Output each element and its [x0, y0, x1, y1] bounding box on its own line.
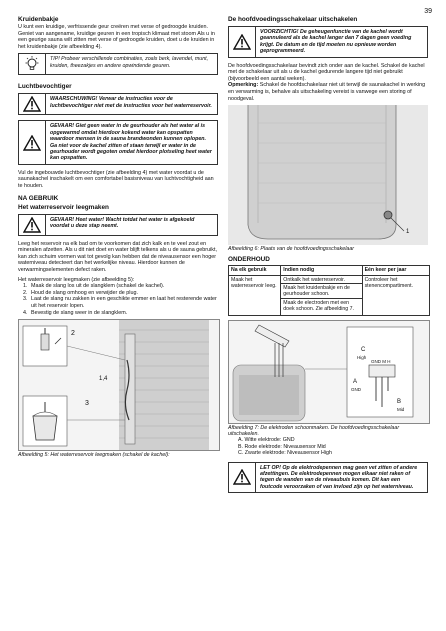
figure-label: High	[357, 354, 367, 360]
note-label: Opmerking:	[228, 82, 259, 89]
figure-label: C	[361, 346, 366, 353]
leegmaken-text-2: Het waterreservoir leegmaken (zie afbeelding 5):	[18, 276, 135, 283]
hoofdschakelaar-text: De hoofdvoedingsschakelaar bevindt zich onder aan de kachel. Schakel de kachel met de schakelaar uit als u de kachel gedurende langere tijd niet gebruikt (bijvoorbeeld een aantal weken).	[228, 62, 425, 82]
caution-callout	[228, 26, 428, 58]
electrode-legend	[228, 437, 428, 456]
step-item: 1. Maak de slang los uit de slangklem (schakel de kachel).	[29, 283, 218, 290]
step-item: 4. Bevestig de slang weer in de slangklem.	[29, 310, 218, 317]
heading-onderhoud: ONDERHOUD	[228, 255, 270, 263]
step-item: 3. Laat de slang nu zakken in een geschikte emmer en laat het resterende water uit het reservoir lopen.	[29, 296, 218, 309]
leegmaken-steps	[18, 283, 218, 316]
right-column	[228, 14, 428, 498]
legend-item: B. Rode elektrode: Niveausensor Mid	[238, 443, 326, 450]
figure-label: 1,4	[99, 376, 108, 383]
lightbulb-icon	[19, 54, 46, 74]
figure-label: A	[353, 378, 358, 385]
hot-water-callout	[18, 214, 218, 236]
left-column	[18, 14, 218, 462]
figure-6-main-switch	[228, 105, 428, 245]
step-item: 2. Houd de slang omhoog en verwijder de plug.	[29, 290, 218, 297]
table-header-row	[229, 265, 430, 275]
maintenance-table	[228, 265, 430, 316]
heading-luchtbevochtiger: Luchtbevochtiger	[18, 83, 72, 91]
figure-6-caption: Afbeelding 6: Plaats van de hoofdvoedingsschakelaar	[228, 246, 355, 253]
heading-na-gebruik: NA GEBRUIK	[18, 194, 59, 202]
figure-7-electrodes	[228, 320, 430, 424]
electrode-caution-text: LET OP! Op de elektrodepennen mag geen vet zitten of andere afzettingen. De elektrodepennen mogen elkaar niet raken of tegen de wanden van de niveaubuis komen. Dit kan een foutcode veroorzaken of van invloed zijn op het waterniveau.	[260, 464, 418, 490]
cell-text: Ontkalk het waterreservoir.	[283, 277, 345, 284]
warning-text: WAARSCHUWING! Verwar de instructies voor de luchtbevochtiger niet met de instructies voor het waterreservoir.	[50, 96, 212, 109]
danger-callout	[18, 120, 218, 164]
table-header: Na elk gebruik	[229, 265, 281, 275]
electrode-caution-callout	[228, 462, 428, 494]
table-cell: Controleer het stenencompartiment.	[362, 275, 429, 315]
figure-7-caption: Afbeelding 7: De elektroden schoonmaken. De hoofdvoedingsschakelaar uitschakelen.	[228, 424, 400, 437]
note-text: Schakel de hoofdschakelaar niet uit terwijl de saunakachel in werking en verwarming is, behalve als uitschakeling vereist is vanwege een storing of noodgeval.	[228, 82, 426, 102]
table-row	[229, 275, 430, 315]
figure-label: 3	[85, 400, 89, 408]
warning-triangle-icon	[19, 121, 46, 163]
figure-label: 2	[71, 330, 75, 338]
figure-label: Mid	[397, 406, 405, 412]
table-header: Indien nodig	[281, 265, 362, 275]
figure-5-drain-reservoir	[18, 319, 220, 451]
hot-water-text: GEVAAR! Heet water! Wacht totdat het water is afgekoeld voordat u deze stap neemt.	[50, 216, 195, 229]
drain-illustration	[19, 320, 219, 450]
tip-callout	[18, 53, 218, 75]
heading-hoofdschakelaar: De hoofdvoedingsschakelaar uitschakelen	[228, 16, 358, 23]
warning-triangle-icon	[229, 463, 256, 493]
figure-label: GND M H	[371, 358, 391, 364]
figure-label: GND	[351, 386, 361, 392]
cell-note: Maak de electroden met een doek schoon. Zie afbeelding 7.	[281, 298, 361, 313]
warning-triangle-icon	[19, 215, 46, 235]
legend-item: C. Zwarte elektrode: Niveausensor High	[238, 450, 332, 457]
leegmaken-text-1: Leeg het reservoir na elk bad om te voorkomen dat zich kalk en te veel zout en mineralen afzetten. Als u dit niet doet en water blijft telkens als u de sauna gebruikt, kan zich schuim vormen wat tot gevolg kan hebben dat de niveausensor een hoger waterniveau detecteert dan het werkelijke niveau. Hierdoor kunnen de verwarmingselementen defect raken.	[18, 240, 217, 273]
page-number: 39	[424, 8, 432, 15]
subheading-leegmaken: Het waterreservoir leegmaken	[18, 203, 109, 211]
figure-label: B	[397, 398, 402, 405]
luchtbevochtiger-text: Vul de ingebouwde luchtbevochtiger (zie afbeelding 4) met water voordat u de saunakachel inschakelt om een comfortabel basisniveau van luchtvochtigheid aan te houden.	[18, 169, 214, 189]
warning-callout	[18, 93, 218, 115]
legend-item: A. Witte elektrode: GND	[238, 437, 295, 444]
warning-triangle-icon	[229, 27, 256, 57]
table-header: Eén keer per jaar	[362, 265, 429, 275]
hoofdschakelaar-note	[228, 82, 428, 102]
figure-label: 1	[406, 229, 410, 236]
tip-text: TIP! Probeer verschillende combinaties, zoals berk, lavendel, munt, kruiden, theezakjes en andere opwindende geuren.	[50, 56, 209, 69]
heater-illustration	[228, 105, 428, 245]
caution-text: VOORZICHTIG! De geheugenfunctie van de kachel wordt geannuleerd als de kachel langer dan 7 dagen geen voeding krijgt. De datum en de tijd moeten nu opnieuw worden geprogrammeerd.	[260, 29, 412, 55]
heading-kruidenbakje: Kruidenbakje	[18, 16, 59, 23]
kruidenbakje-text: U kunt een kruidige, verfrissende geur creëren met verse of gedroogde kruiden. Geniet van aangename, kruidige geuren in een tropisch klimaat met stoom Als u in een geurige sauna wilt zitten met verse of gedroogde kruiden, doet u de kruiden in het kruidenbakje (zie afbeelding 4).	[18, 24, 215, 50]
cell-note: Maak het kruidenbakje en de geurhouder schoon.	[281, 283, 361, 298]
table-cell	[281, 275, 362, 315]
table-cell: Maak het waterreservoir leeg.	[229, 275, 281, 315]
warning-triangle-icon	[19, 94, 46, 114]
danger-text: GEVAAR! Giet geen water in de geurhouder als het water al is opgewarmd omdat hierdoor kokend water kan opspatten waardoor mensen in de sauna brandwonden kunnen oplopen. Ga niet voor de kachel zitten of staan terwijl er water in de geurhouder wordt gegoten omdat hierdoor plotseling heet water kan opspatten.	[50, 123, 212, 162]
figure-5-caption: Afbeelding 5: Het waterreservoir leegmaken (schakel de kachel):	[18, 452, 170, 459]
